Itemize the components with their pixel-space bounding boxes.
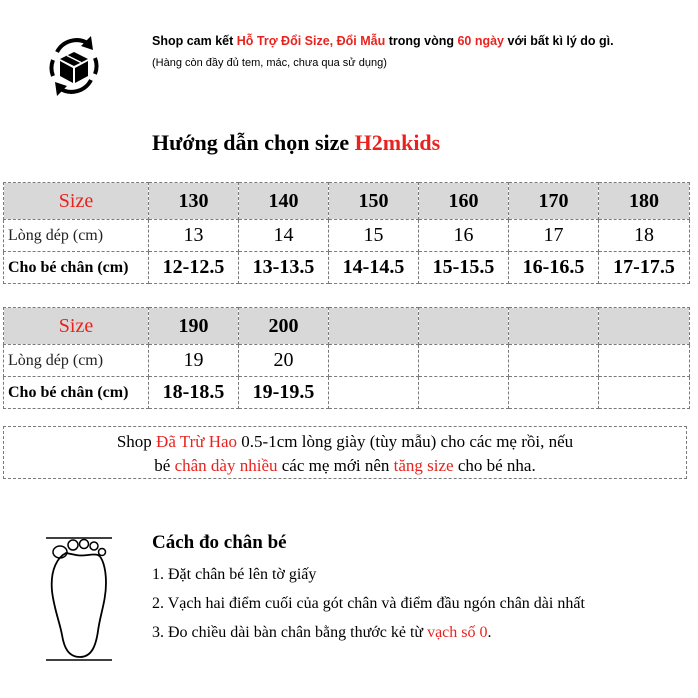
size-label: Size — [4, 308, 149, 345]
step-highlight-zero-mark: vạch số 0 — [427, 624, 488, 641]
foot-length-cell: 15-15.5 — [419, 252, 509, 284]
note-line-1: Shop Đã Trừ Hao 0.5-1cm lòng giày (tùy mẫu) cho các mẹ rồi, nếu — [116, 432, 574, 451]
policy-highlight-days: 60 ngày — [457, 34, 505, 48]
sole-length-label: Lòng dép (cm) — [4, 345, 149, 377]
measure-title: Cách đo chân bé — [152, 532, 287, 553]
note-highlight-deducted: Đã Trừ Hao — [156, 432, 238, 451]
sole-length-cell — [329, 345, 419, 377]
sole-length-cell: 15 — [329, 220, 419, 252]
box-exchange-icon — [45, 30, 103, 104]
foot-length-cell — [599, 377, 690, 409]
sole-length-row — [4, 345, 690, 377]
sole-length-cell: 13 — [149, 220, 239, 252]
size-cell — [509, 308, 599, 345]
size-cell: 200 — [239, 308, 329, 345]
size-row — [4, 308, 690, 345]
measure-step-3: 3. Đo chiều dài bàn chân bằng thước kẻ từ vạch số 0. — [152, 624, 492, 641]
foot-length-cell — [509, 377, 599, 409]
size-table-1 — [3, 182, 690, 284]
size-label: Size — [4, 183, 149, 220]
sole-length-label: Lòng dép (cm) — [4, 220, 149, 252]
sole-length-cell: 19 — [149, 345, 239, 377]
note-highlight-thick-feet: chân dày nhiều — [174, 456, 278, 475]
policy-highlight-exchange: Hỗ Trợ Đổi Size, Đổi Mẫu — [236, 34, 386, 48]
size-cell: 180 — [599, 183, 690, 220]
size-cell: 160 — [419, 183, 509, 220]
size-cell: 140 — [239, 183, 329, 220]
foot-length-cell: 17-17.5 — [599, 252, 690, 284]
size-row — [4, 183, 690, 220]
measure-step-1: 1. Đặt chân bé lên tờ giấy — [152, 566, 317, 583]
sole-length-cell: 14 — [239, 220, 329, 252]
sole-length-cell — [509, 345, 599, 377]
size-note — [3, 426, 687, 479]
sole-length-cell: 18 — [599, 220, 690, 252]
brand-name: H2mkids — [354, 130, 441, 155]
foot-length-cell: 18-18.5 — [149, 377, 239, 409]
size-cell — [419, 308, 509, 345]
page-title: Hướng dẫn chọn size H2mkids — [152, 130, 441, 155]
foot-length-cell: 16-16.5 — [509, 252, 599, 284]
foot-length-cell — [419, 377, 509, 409]
foot-outline-icon — [40, 535, 122, 663]
size-cell: 170 — [509, 183, 599, 220]
note-highlight-size-up: tăng size — [393, 456, 454, 475]
sole-length-row — [4, 220, 690, 252]
sole-length-cell — [419, 345, 509, 377]
foot-length-label: Cho bé chân (cm) — [4, 377, 149, 409]
policy-condition: (Hàng còn đầy đủ tem, mác, chưa qua sử dụng) — [152, 57, 387, 69]
foot-length-row — [4, 377, 690, 409]
foot-length-cell: 19-19.5 — [239, 377, 329, 409]
sole-length-cell: 16 — [419, 220, 509, 252]
note-line-2: bé chân dày nhiều các mẹ mới nên tăng size cho bé nha. — [154, 456, 536, 475]
size-cell: 150 — [329, 183, 419, 220]
foot-length-row — [4, 252, 690, 284]
sole-length-cell — [599, 345, 690, 377]
foot-length-cell: 13-13.5 — [239, 252, 329, 284]
size-cell — [599, 308, 690, 345]
sole-length-cell: 20 — [239, 345, 329, 377]
foot-length-cell — [329, 377, 419, 409]
foot-length-label: Cho bé chân (cm) — [4, 252, 149, 284]
measure-step-2: 2. Vạch hai điểm cuối của gót chân và điểm đầu ngón chân dài nhất — [152, 595, 585, 612]
size-table-2 — [3, 307, 690, 409]
foot-length-cell: 12-12.5 — [149, 252, 239, 284]
sole-length-cell: 17 — [509, 220, 599, 252]
size-cell: 190 — [149, 308, 239, 345]
policy-text: Shop cam kết Hỗ Trợ Đổi Size, Đổi Mẫu trong vòng 60 ngày với bất kì lý do gì. — [152, 34, 614, 48]
size-cell: 130 — [149, 183, 239, 220]
size-cell — [329, 308, 419, 345]
foot-length-cell: 14-14.5 — [329, 252, 419, 284]
